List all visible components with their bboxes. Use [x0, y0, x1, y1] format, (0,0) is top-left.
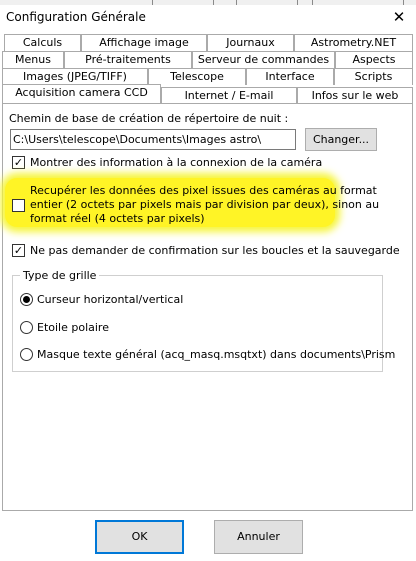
pixel-format-label-line1: Recupérer les données des pixel issues des caméras au format — [30, 184, 377, 197]
close-icon[interactable]: ✕ — [392, 8, 406, 26]
title-bar — [0, 5, 416, 29]
tab-images-jpeg-tiff[interactable]: Images (JPEG/TIFF) — [2, 68, 148, 85]
window-title: Configuration Générale — [6, 10, 146, 24]
tab-journaux[interactable]: Journaux — [207, 34, 294, 51]
path-label: Chemin de base de création de répertoire de nuit : — [9, 112, 289, 125]
radio-polar-star-label: Etoile polaire — [37, 321, 109, 334]
no-confirm-checkbox[interactable]: ✓ — [13, 244, 24, 257]
radio-text-mask-label: Masque texte général (acq_masq.msqtxt) dans documents\Prism — [37, 348, 396, 361]
show-info-checkbox[interactable]: ✓ — [13, 156, 24, 169]
tab-menus[interactable]: Menus — [2, 51, 64, 68]
tab-infos-web[interactable]: Infos sur le web — [297, 87, 413, 104]
tab-affichage-image[interactable]: Affichage image — [81, 34, 207, 51]
tab-serveur-commandes[interactable]: Serveur de commandes — [192, 51, 335, 68]
ok-button[interactable]: OK — [95, 520, 184, 554]
tab-astrometry[interactable]: Astrometry.NET — [294, 34, 413, 51]
radio-cursor-hv[interactable] — [20, 293, 33, 306]
tab-pretraitements[interactable]: Pré-traitements — [64, 51, 192, 68]
pixel-format-label-line3: format réel (4 octets par pixels) — [30, 212, 205, 225]
tab-aspects[interactable]: Aspects — [335, 51, 413, 68]
radio-polar-star[interactable] — [20, 321, 33, 334]
tab-scripts[interactable]: Scripts — [334, 68, 413, 85]
tab-calculs[interactable]: Calculs — [4, 34, 81, 51]
tab-acquisition-camera-ccd[interactable]: Acquisition camera CCD — [2, 84, 161, 103]
path-input[interactable]: C:\Users\telescope\Documents\Images astro\ — [10, 129, 296, 150]
pixel-format-checkbox[interactable] — [12, 199, 25, 212]
no-confirm-label: Ne pas demander de confirmation sur les boucles et la sauvegarde — [30, 244, 400, 257]
tab-telescope[interactable]: Telescope — [148, 68, 246, 85]
show-info-label: Montrer des information à la connexion de la caméra — [30, 156, 323, 169]
grid-type-title: Type de grille — [20, 269, 99, 282]
radio-text-mask[interactable] — [20, 348, 33, 361]
pixel-format-label-line2: entier (2 octets par pixels mais par division par deux), sinon au — [30, 198, 380, 211]
tab-interface[interactable]: Interface — [246, 68, 334, 85]
tab-internet-email[interactable]: Internet / E-mail — [161, 87, 297, 104]
radio-selected-dot — [23, 296, 30, 303]
cancel-button[interactable]: Annuler — [214, 520, 303, 554]
change-button[interactable]: Changer... — [305, 128, 377, 151]
radio-cursor-hv-label: Curseur horizontal/vertical — [37, 293, 184, 306]
